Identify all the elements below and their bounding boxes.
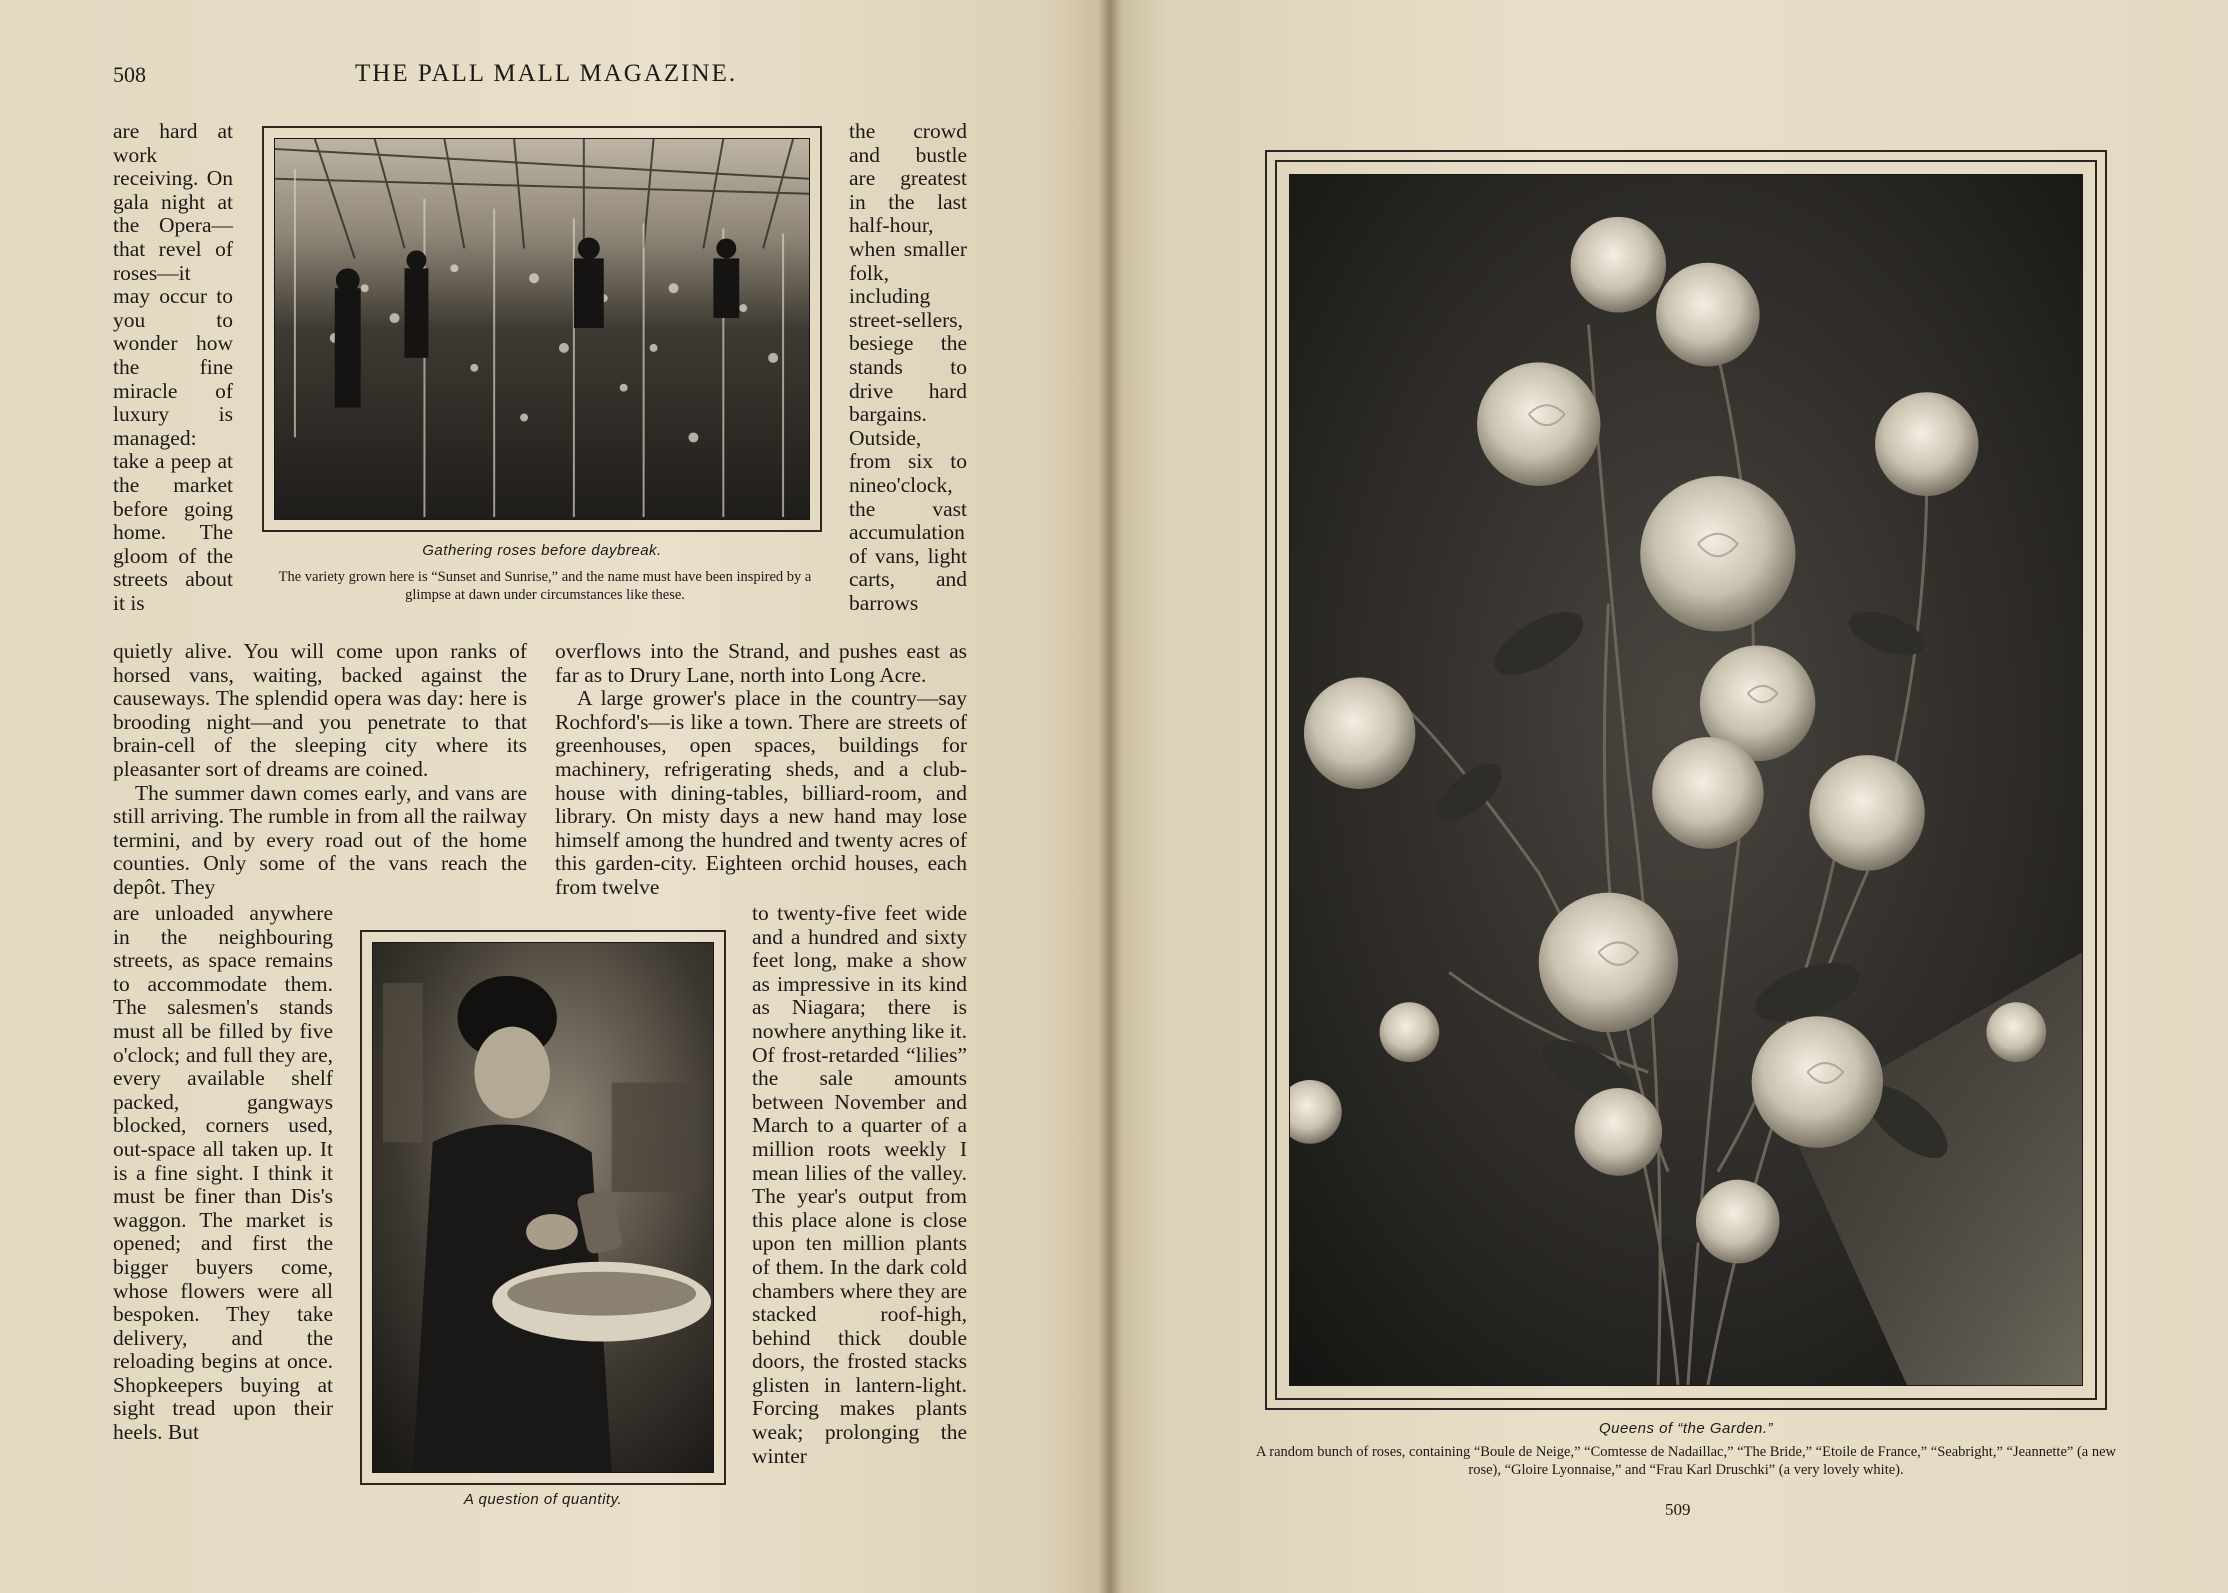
flower-seller-photo bbox=[372, 942, 714, 1473]
figure-caption-greenhouse: The variety grown here is “Sunset and Sunrise,” and the name must have been inspired by a glimpse at dawn under circumstances like these. bbox=[278, 569, 812, 603]
paragraph: A large grower's place in the country—say Rochford's—is like a town. There are streets of greenhouses, open spaces, buildings for machinery, refrigerating sheds, and a club-house with dining-tables, billiard-room, and library. On misty days a new hand may lose himself among the hundred and twenty acres of this garden-city. Eighteen orchid houses, each from twelve bbox=[555, 686, 967, 899]
paragraph: quietly alive. You will come upon ranks of horsed vans, waiting, backed against the causeways. The splendid opera was day: here is brooding night—and you penetrate to that brain-cell of the sleeping city where its pleasanter sort of dreams are coined. bbox=[113, 639, 527, 781]
figure-greenhouse bbox=[262, 126, 822, 532]
paragraph: are hard at work receiving. On gala night at the Opera—that revel of roses—it may occur to you to wonder how the fine miracle of luxury is managed: take a peep at the market before going home. The gloom of the streets about it is bbox=[113, 119, 233, 615]
greenhouse-photo bbox=[274, 138, 810, 520]
figure-flower-seller bbox=[360, 930, 726, 1485]
running-head: THE PALL MALL MAGAZINE. bbox=[355, 60, 738, 87]
text-column-bottom-left bbox=[113, 902, 333, 1445]
page-number-left: 508 bbox=[113, 62, 146, 87]
paragraph: to twenty-five feet wide and a hundred and sixty feet long, make a show as impressive in its kind as Niagara; there is nowhere anything like it. Of frost-retarded “lilies” the sale amounts between November and March to a quarter of a million roots weekly I mean lilies of the valley. The year's output from this place alone is close upon ten million plants of them. In the dark cold chambers where they are stacked roof-high, behind thick double doors, the frosted stacks glisten in lantern-light. Forcing makes plants weak; prolonging the winter bbox=[752, 901, 967, 1468]
greenhouse-illustration bbox=[275, 139, 809, 519]
paragraph: overflows into the Strand, and pushes east as far as to Drury Lane, north into Long Acre. bbox=[555, 639, 967, 687]
figure-title-flower-seller: A question of quantity. bbox=[463, 1491, 623, 1508]
paragraph: The summer dawn comes early, and vans are still arriving. The rumble in from all the railway termini, and by every road out of the home counties. Only some of the vans reach the depôt. They bbox=[113, 780, 527, 899]
book-gutter bbox=[1098, 0, 1122, 1593]
flower-seller-illustration bbox=[373, 943, 713, 1472]
roses-illustration bbox=[1290, 175, 2082, 1385]
left-page bbox=[0, 0, 1110, 1593]
figure-title-roses: Queens of “the Garden.” bbox=[1598, 1420, 1774, 1437]
figure-caption-roses: A random bunch of roses, containing “Boule de Neige,” “Comtesse de Nadaillac,” “The Bride,” “Etoile de France,” “Seabright,” “Jeannette” (a new rose), “Gloire Lyonnaise,” and “Frau Karl Druschki” (a very lovely white). bbox=[1256, 1444, 2116, 1478]
roses-photo bbox=[1289, 174, 2083, 1386]
text-column-top-right bbox=[849, 120, 967, 615]
figure-roses-frame bbox=[1265, 150, 2107, 1410]
text-column-2-middle bbox=[555, 640, 967, 900]
figure-title-greenhouse: Gathering roses before daybreak. bbox=[422, 542, 662, 559]
right-page bbox=[1110, 0, 2228, 1593]
text-column-top-left bbox=[113, 120, 233, 615]
page-number-right: 509 bbox=[1665, 1500, 1691, 1519]
text-column-1-middle bbox=[113, 640, 527, 900]
figure-roses-inner-frame bbox=[1275, 160, 2097, 1400]
paragraph: the crowd and bustle are greatest in the last half-hour, when smaller folk, including street-sellers, besiege the stands to drive hard bargains. Outside, from six to nineo'clock, the vast accumulation of vans, light carts, and barrows bbox=[849, 119, 967, 615]
text-column-bottom-right bbox=[752, 902, 967, 1468]
paragraph: are unloaded anywhere in the neighbouring streets, as space remains to accommodate them. The salesmen's stands must all be filled by five o'clock; and full they are, every available shelf packed, gangways blocked, corners used, out-space all taken up. It is a fine sight. I think it must be finer than Dis's waggon. The market is opened; and first the bigger buyers come, whose flowers were all bespoken. They take delivery, and the reloading begins at once. Shopkeepers buying at sight tread upon their heels. But bbox=[113, 901, 333, 1445]
